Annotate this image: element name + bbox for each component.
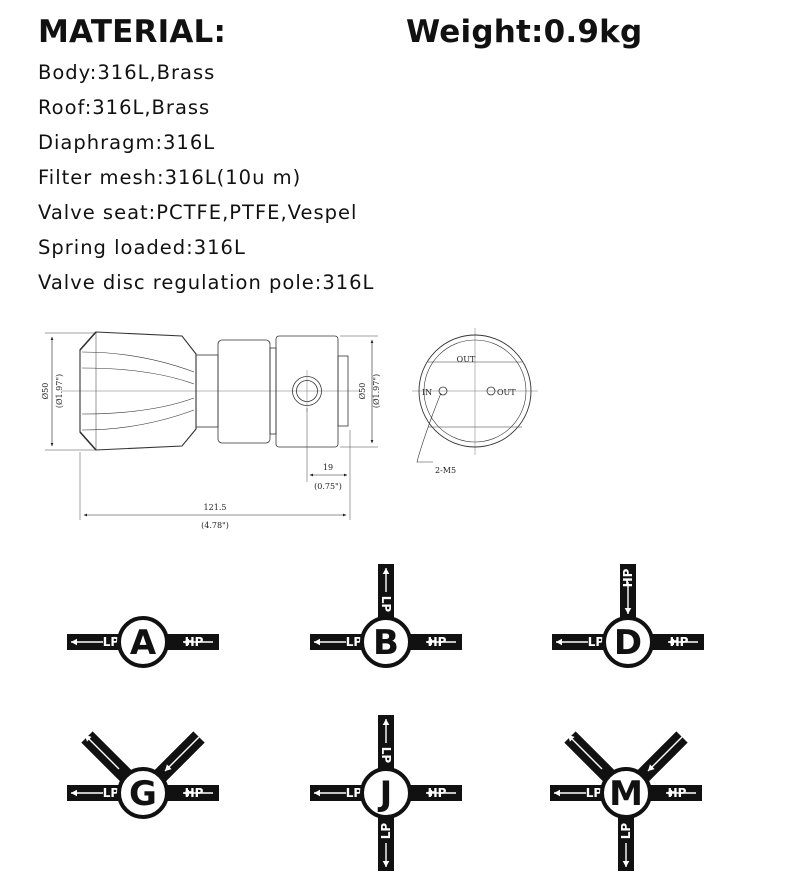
upper-right-inlet-line [165, 737, 199, 771]
left-port-label: LP [345, 635, 363, 649]
dim-overall-length [80, 452, 350, 530]
right-port-label: HP [184, 635, 204, 649]
left-port-label: LP [587, 635, 605, 649]
bottom-port-label: LP [619, 822, 633, 840]
port-dim-inch-label: (0.75") [314, 482, 342, 491]
left-port-label: LP [102, 635, 120, 649]
dia-left-label: Ø50 [41, 382, 50, 400]
right-port-label: HP [184, 786, 204, 800]
port-dim-label: 19 [322, 463, 334, 472]
spec-valve-seat: Valve seat:PCTFE,PTFE,Vespel [38, 201, 358, 224]
right-port-label: HP [669, 635, 689, 649]
upper-left-outlet-line [568, 735, 602, 769]
dim-left-diameter [41, 333, 96, 450]
dim-port-offset [307, 408, 350, 491]
dia-left-inch-label: (Ø1.97") [55, 373, 64, 409]
end-in-label: IN [422, 388, 433, 397]
length-inch-label: (4.78") [201, 521, 229, 530]
config-g [67, 735, 219, 817]
config-letter: M [609, 774, 643, 814]
dia-right-label: Ø50 [358, 382, 367, 400]
spec-valve-disc: Valve disc regulation pole:316L [38, 271, 375, 294]
weight-label: Weight:0.9kg [406, 14, 643, 50]
config-letter: A [129, 623, 157, 663]
config-j [310, 715, 462, 871]
spec-diaphragm: Diaphragm:316L [38, 131, 216, 154]
end-out-label: OUT [456, 355, 476, 364]
right-port-label: HP [427, 635, 447, 649]
config-m [550, 735, 702, 871]
top-port-label: HP [621, 568, 635, 588]
spec-filter-mesh: Filter mesh:316L(10u m) [38, 166, 302, 189]
top-port-label: LP [379, 746, 393, 764]
dim-right-diameter [340, 336, 381, 447]
right-port-label: HP [427, 786, 447, 800]
upper-left-outlet-line [85, 735, 119, 769]
dia-right-inch-label: (Ø1.97") [372, 373, 381, 409]
spec-spring: Spring loaded:316L [38, 236, 246, 259]
end-out-right-label: OUT [497, 388, 516, 397]
bottom-port-label: LP [379, 822, 393, 840]
config-letter: G [129, 774, 157, 814]
left-port-label: LP [102, 786, 120, 800]
config-letter: D [613, 623, 643, 663]
top-port-label: LP [379, 595, 393, 613]
bonnet [218, 340, 270, 443]
config-a [67, 618, 219, 666]
config-b [310, 564, 462, 666]
upper-right-inlet-line [648, 737, 682, 771]
right-port-label: HP [667, 786, 687, 800]
spec-body: Body:316L,Brass [38, 61, 216, 84]
material-title: MATERIAL: [38, 14, 227, 50]
regulator-side-view [62, 332, 360, 450]
config-letter: B [373, 623, 399, 663]
left-port-label: LP [585, 786, 603, 800]
thread-label: 2-M5 [435, 466, 457, 475]
port-configurations [67, 564, 704, 871]
config-letter: J [379, 774, 393, 814]
spec-roof: Roof:316L,Brass [38, 96, 211, 119]
length-label: 121.5 [203, 503, 227, 512]
left-port-label: LP [345, 786, 363, 800]
config-d [552, 564, 704, 666]
